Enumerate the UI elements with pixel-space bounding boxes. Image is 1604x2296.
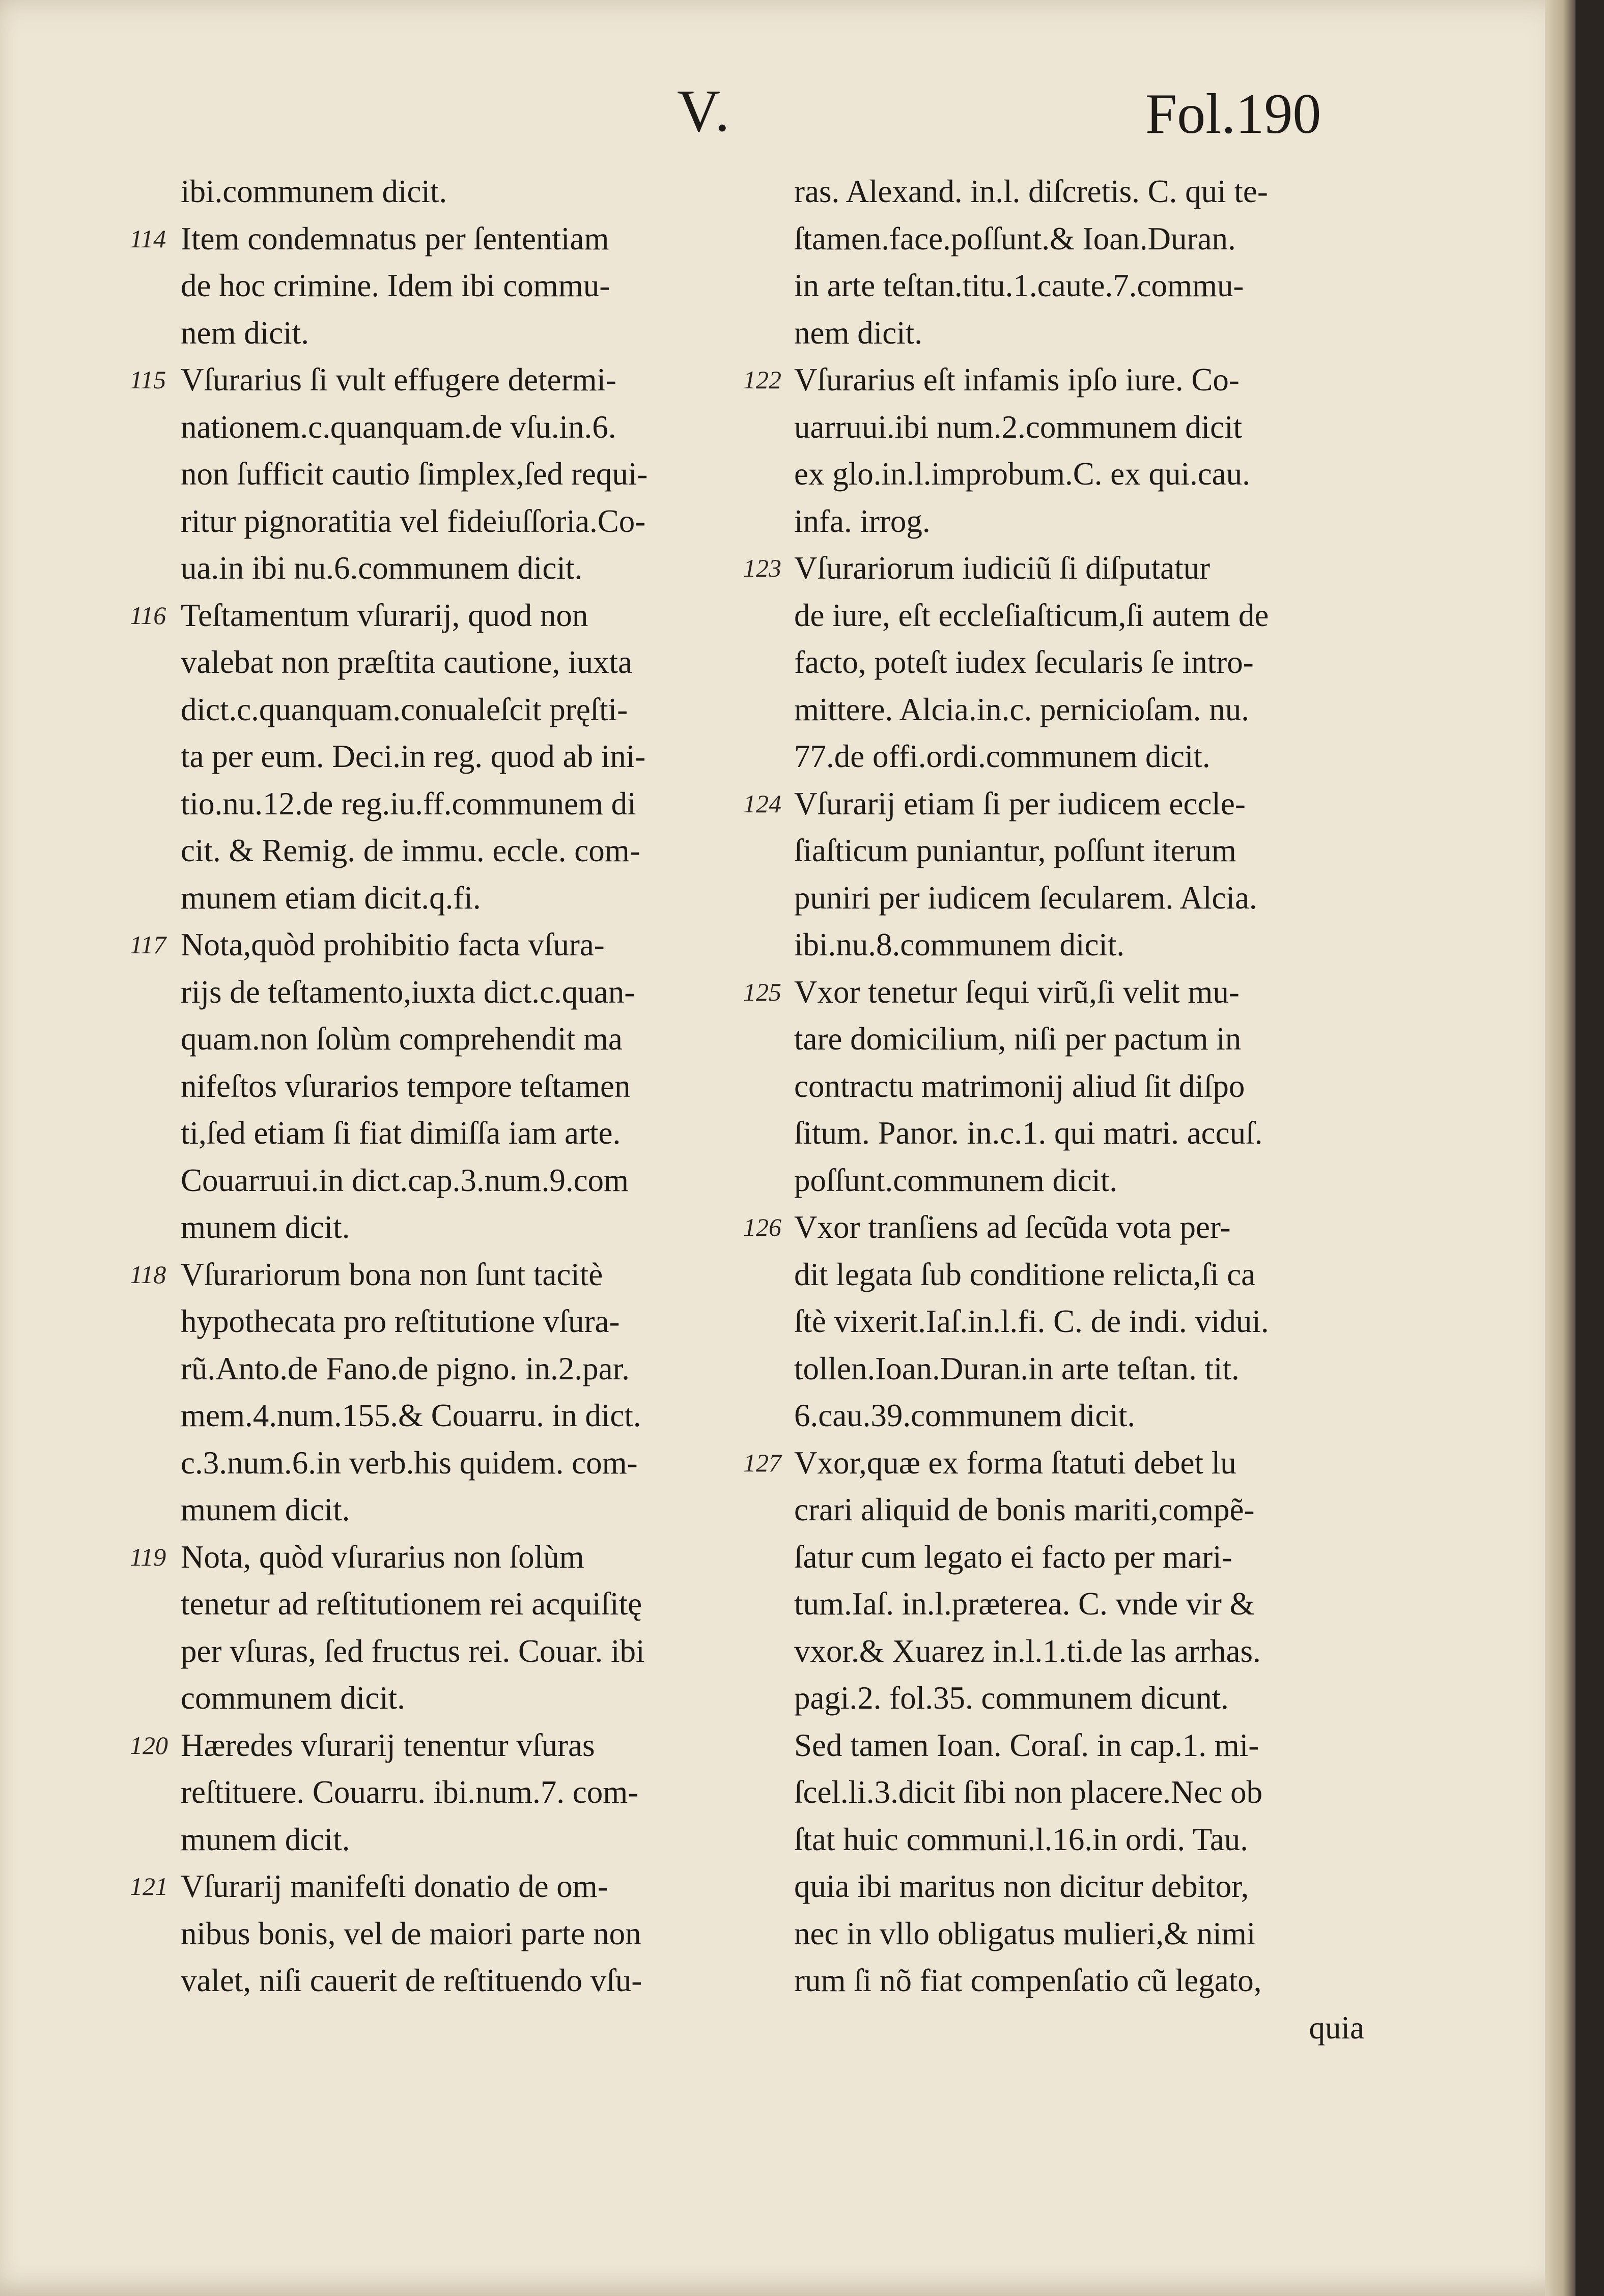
text-line: Vſurarij etiam ſi per iudicem eccle- — [794, 785, 1246, 821]
text-line: Item condemnatus per ſententiam — [181, 220, 609, 257]
text-line: nifeſtos vſurarios tempore teſtamen — [181, 1068, 631, 1104]
text-line: reſtituere. Couarru. ibi.num.7. com- — [181, 1774, 639, 1810]
text-line: rum ſi nõ fiat compenſatio cũ legato, — [794, 1963, 1262, 1998]
entry-number: 119 — [130, 1542, 166, 1571]
text-line: nem dicit. — [181, 315, 309, 351]
text-line: Vſurarij manifeſti donatio de om- — [181, 1868, 608, 1904]
text-line: communem dicit. — [181, 1680, 405, 1716]
text-line: nibus bonis, vel de maiori parte non — [181, 1915, 641, 1951]
text-line: Couarruui.in dict.cap.3.num.9.com — [181, 1162, 629, 1198]
text-line: dit legata ſub conditione relicta,ſi ca — [794, 1256, 1256, 1292]
entry-number: 115 — [130, 365, 166, 394]
text-line: ibi.communem dicit. — [181, 174, 447, 209]
entry-119 — [130, 1534, 741, 1722]
text-line: uarruui.ibi num.2.communem dicit — [794, 409, 1243, 445]
text-line: Teſtamentum vſurarij, quod non — [181, 597, 588, 633]
entry-120 — [130, 1722, 741, 1863]
entry-number: 117 — [130, 930, 166, 959]
text-line: tio.nu.12.de reg.iu.ff.communem di — [181, 785, 636, 821]
text-line: munem dicit. — [181, 1821, 350, 1857]
entry-continuation — [743, 168, 1369, 356]
text-line: quam.non ſolùm comprehendit ma — [181, 1021, 623, 1057]
text-line: mittere. Alcia.in.c. pernicioſam. nu. — [794, 691, 1249, 727]
entry-127 — [743, 1439, 1369, 2004]
text-line: contractu matrimonij aliud ſit diſpo — [794, 1068, 1245, 1104]
text-line: dict.c.quanquam.conualeſcit pręſti- — [181, 691, 628, 727]
text-line: Vxor,quæ ex forma ſtatuti debet lu — [794, 1444, 1236, 1481]
entry-number: 120 — [130, 1731, 168, 1760]
text-line: ras. Alexand. in.l. diſcretis. C. qui te- — [794, 174, 1268, 209]
text-line: ti,ſed etiam ſi fiat dimiſſa iam arte. — [181, 1115, 621, 1151]
text-line: 6.cau.39.communem dicit. — [794, 1398, 1136, 1433]
entry-number: 127 — [743, 1448, 781, 1477]
text-line: munem dicit. — [181, 1209, 350, 1245]
text-line: ſitum. Panor. in.c.1. qui matri. accuſ. — [794, 1115, 1263, 1151]
signature-mark: V. — [677, 77, 732, 144]
entry-114 — [130, 215, 741, 357]
text-line: Sed tamen Ioan. Coraſ. in cap.1. mi- — [794, 1727, 1259, 1763]
entry-number: 118 — [130, 1260, 166, 1289]
text-line: tare domicilium, niſi per pactum in — [794, 1021, 1242, 1057]
entry-number: 116 — [130, 601, 166, 630]
text-line: ta per eum. Deci.in reg. quod ab ini- — [181, 739, 646, 774]
entry-number: 114 — [130, 224, 166, 253]
entry-125 — [743, 969, 1369, 1204]
text-line: Nota, quòd vſurarius non ſolùm — [181, 1539, 584, 1575]
text-line: per vſuras, ſed fructus rei. Couar. ibi — [181, 1633, 645, 1669]
text-line: non ſufficit cautio ſimplex,ſed requi- — [181, 456, 648, 492]
right-text-column — [743, 168, 1369, 2051]
text-line: Vxor tenetur ſequi virũ,ſi velit mu- — [794, 974, 1240, 1010]
text-line: valet, niſi cauerit de reſtituendo vſu- — [181, 1963, 642, 1998]
text-line: munem dicit. — [181, 1492, 350, 1527]
entry-continuation — [130, 168, 741, 215]
page-edge — [1545, 0, 1575, 2296]
entry-121 — [130, 1863, 741, 2004]
entry-122 — [743, 356, 1369, 545]
text-line: crari aliquid de bonis mariti,compẽ- — [794, 1492, 1255, 1527]
text-line: valebat non præſtita cautione, iuxta — [181, 644, 632, 680]
text-line: ex glo.in.l.improbum.C. ex qui.cau. — [794, 456, 1250, 492]
entry-116 — [130, 592, 741, 922]
entry-number: 122 — [743, 365, 781, 394]
entry-123 — [743, 545, 1369, 780]
text-line: Vſurarius ſi vult effugere determi- — [181, 362, 617, 398]
text-line: poſſunt.communem dicit. — [794, 1162, 1118, 1198]
text-line: Vſurarius eſt infamis ipſo iure. Co- — [794, 362, 1240, 398]
text-line: Vſurariorum bona non ſunt tacitè — [181, 1256, 603, 1292]
entry-number: 121 — [130, 1872, 168, 1901]
text-line: puniri per iudicem ſecularem. Alcia. — [794, 880, 1257, 916]
text-line: Vſurariorum iudiciũ ſi diſputatur — [794, 550, 1211, 586]
text-line: mem.4.num.155.& Couarru. in dict. — [181, 1398, 641, 1433]
text-line: Nota,quòd prohibitio facta vſura- — [181, 927, 605, 962]
entry-number: 123 — [743, 554, 781, 582]
entry-number: 124 — [743, 789, 781, 818]
text-line: de iure, eſt eccleſiaſticum,ſi autem de — [794, 597, 1269, 633]
text-line: munem etiam dicit.q.fi. — [181, 880, 481, 916]
text-line: nec in vllo obligatus mulieri,& nimi — [794, 1915, 1256, 1951]
text-line: ſiaſticum puniantur, poſſunt iterum — [794, 833, 1236, 868]
entry-number: 126 — [743, 1213, 781, 1241]
text-line: Hæredes vſurarij tenentur vſuras — [181, 1727, 595, 1763]
text-line: tum.Iaſ. in.l.præterea. C. vnde vir & — [794, 1586, 1255, 1622]
text-line: de hoc crimine. Idem ibi commu- — [181, 268, 610, 303]
text-line: ibi.nu.8.communem dicit. — [794, 927, 1125, 962]
entry-118 — [130, 1251, 741, 1534]
text-line: rijs de teſtamento,iuxta dict.c.quan- — [181, 974, 635, 1010]
entry-115 — [130, 356, 741, 592]
left-text-column — [130, 168, 741, 2004]
text-line: facto, poteſt iudex ſecularis ſe intro- — [794, 644, 1254, 680]
text-line: infa. irrog. — [794, 503, 931, 539]
text-line: rũ.Anto.de Fano.de pigno. in.2.par. — [181, 1350, 630, 1386]
entry-number: 125 — [743, 977, 781, 1006]
text-line: in arte teſtan.titu.1.caute.7.commu- — [794, 268, 1244, 303]
text-line: ſtè vixerit.Iaſ.in.l.fi. C. de indi. vidui. — [794, 1303, 1269, 1339]
text-line: cit. & Remig. de immu. eccle. com- — [181, 833, 640, 868]
text-line: 77.de offi.ordi.communem dicit. — [794, 739, 1211, 774]
catchword: quia — [1309, 2009, 1364, 2046]
text-line: pagi.2. fol.35. communem dicunt. — [794, 1680, 1229, 1716]
entry-126 — [743, 1204, 1369, 1439]
text-line: Vxor tranſiens ad ſecũda vota per- — [794, 1209, 1231, 1245]
text-line: ua.in ibi nu.6.communem dicit. — [181, 550, 583, 586]
text-line: tenetur ad reſtitutionem rei acquiſitę — [181, 1586, 642, 1622]
text-line: c.3.num.6.in verb.his quidem. com- — [181, 1444, 638, 1481]
text-line: ſtat huic communi.l.16.in ordi. Tau. — [794, 1821, 1249, 1857]
text-line: vxor.& Xuarez in.l.1.ti.de las arrhas. — [794, 1633, 1261, 1669]
folio-number: Fol.190 — [1145, 82, 1321, 146]
text-line: ſtamen.face.poſſunt.& Ioan.Duran. — [794, 220, 1236, 257]
text-line: ritur pignoratitia vel fideiuſſoria.Co- — [181, 503, 646, 539]
text-line: hypothecata pro reſtitutione vſura- — [181, 1303, 620, 1339]
entry-117 — [130, 921, 741, 1251]
text-line: ſatur cum legato ei facto per mari- — [794, 1539, 1232, 1575]
text-line: nem dicit. — [794, 315, 922, 351]
text-line: ſcel.li.3.dicit ſibi non placere.Nec ob — [794, 1774, 1263, 1810]
entry-124 — [743, 780, 1369, 969]
text-line: quia ibi maritus non dicitur debitor, — [794, 1868, 1249, 1904]
text-line: nationem.c.quanquam.de vſu.in.6. — [181, 409, 616, 445]
text-line: tollen.Ioan.Duran.in arte teſtan. tit. — [794, 1350, 1240, 1386]
